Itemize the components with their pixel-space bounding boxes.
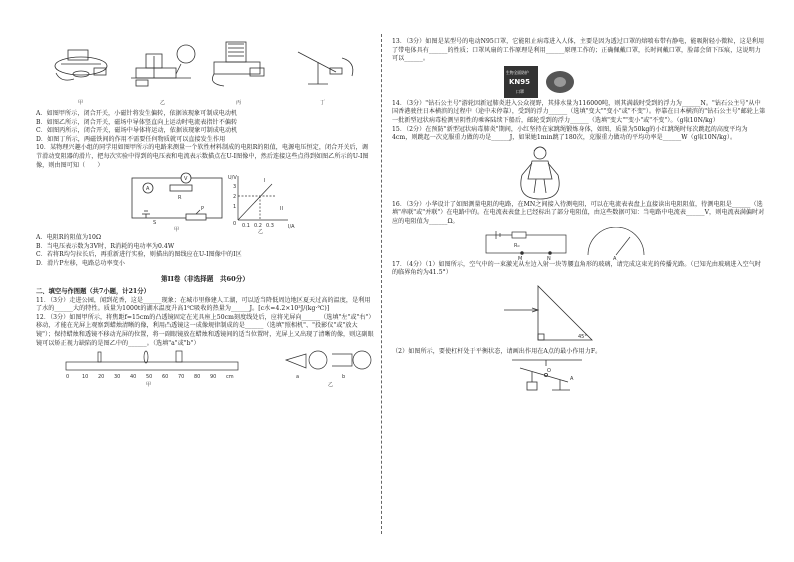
- q10-option-b: B．当电压表示数为3V时，R消耗的电功率为0.4W: [36, 242, 175, 250]
- q11-text: 11．（3分）走进公园，闻到花香，这是______现象；在城市里修建人工湖，可以适当降低周边地区夏天过高的温度，是利用了水的______大的特性。质量为1000t的湖水温度升高1℃吸收的热量为______J。[c水=4.2×10³J/(kg·℃)]: [36, 296, 371, 313]
- bench-tick: 80: [194, 374, 201, 381]
- optical-bench-and-eyes: [36, 348, 374, 388]
- r0-label: R₀: [514, 242, 520, 249]
- mask-figure: [392, 64, 766, 100]
- bench-tick: cm: [226, 374, 234, 381]
- slider-label: P: [201, 206, 205, 213]
- fig-label-a: 甲: [78, 100, 84, 106]
- q16-block: [392, 201, 766, 227]
- q14-q15-block: [392, 100, 766, 143]
- fill-questions: [36, 297, 374, 349]
- lever-diagram: [392, 356, 766, 400]
- q17a-block: [392, 261, 766, 278]
- eye-a-label: a: [296, 374, 300, 381]
- q17b-block: [392, 348, 766, 357]
- q9-figures: [36, 28, 374, 110]
- column-divider: [381, 34, 382, 534]
- q9-option-b: B．如图乙所示，闭合开关，磁场中导体竖直向上运动时电流表指针不偏转: [36, 118, 238, 126]
- q16-text: 16．（3分）小华设计了如图测量电阻的电路，在MN之间接入待测电阻，可以在电流表表盘上直接读出电阻阻值，待测电阻是______（选填"串联"或"并联"）在电路中的。在电流表表盘上已经标出了部分电阻值，由这些数据可知：当电路中电流表______V，则电流表满偏时对应的电阻值为______Ω。: [392, 200, 765, 225]
- fig-label-c: 丙: [236, 100, 242, 106]
- graph-y-axis-label: U/V: [228, 175, 237, 182]
- q9-option-d: D．如图丁所示，两磁铁间的作用不需要任何物质就可以直接发生作用: [36, 135, 226, 143]
- mask-box-text: 生物全面防护: [506, 69, 529, 75]
- terminal-m-label: M: [518, 255, 523, 261]
- left-column: [36, 28, 374, 388]
- q10-option-d: D．滑片P左移，电路总功率变小: [36, 259, 125, 267]
- q15-text: 15．（2分）在预防"新型冠状病毒肺炎"期间，小红坚持在家跳绳锻炼身体，如图，质量为50kg的小红跳绳时每次跳起的高度平均为4cm，则跳起一次克服重力做的功是______J，如果她1min跳了180次，克服重力做功的平均功率是______W（g取10N/kg）。: [392, 125, 748, 142]
- jump-rope-figure: [392, 143, 766, 201]
- prism-figure: [392, 278, 766, 348]
- q12-figures: [36, 348, 374, 388]
- ammeter-label: A: [146, 186, 150, 193]
- q10-figures: [36, 170, 374, 234]
- section-title: 第II卷（非选择题 共60分）: [161, 274, 249, 283]
- eye-b-label: b: [342, 374, 346, 381]
- point-a-label: A: [570, 376, 574, 383]
- bench-tick: 60: [162, 374, 169, 381]
- bench-scale: [66, 374, 234, 380]
- q13-block: [392, 38, 766, 64]
- bench-tick: 40: [130, 374, 137, 381]
- mask-box-brand: KN95: [509, 77, 531, 86]
- bench-tick: 30: [114, 374, 121, 381]
- q17b-text: （2）如图所示，要使杠杆处于平衡状态，请画出作用在A点的最小作用力F。: [392, 347, 602, 355]
- switch-label: S: [153, 220, 157, 227]
- bench-tick: 90: [210, 374, 217, 381]
- bench-tick: 10: [82, 374, 89, 381]
- circuit-caption: 甲: [174, 227, 180, 234]
- y-tick-3: 3: [233, 184, 237, 191]
- q12-text: 12．（3分）如图甲所示，将焦距f=15cm的凸透镜固定在光具座上50cm刻度线处后，应将光屏向______（选填"左"或"右"）移动，才能在光屏上观察到蜡烛清晰的像，利用凸透镜这一成像规律制成的是______（选填"照相机"、"投影仪"或"放大镜"）；保持蜡烛和透镜不移动光屏的位置，将一副眼镜放在蜡烛和透镜间的适当位置时，光屏上又出现了清晰的像，则这副眼镜可以矫正视力缺陷的是图乙中的______。（选填"a"或"b"）: [36, 313, 374, 347]
- n95-mask-image: [392, 64, 766, 100]
- y-tick-0: 0: [233, 221, 237, 228]
- graph-region-I: I: [264, 178, 266, 185]
- q9-option-c: C．如图丙所示，闭合开关，磁场中导体将运动，依据该现象可制成电动机: [36, 127, 238, 135]
- resistor-label: R: [178, 195, 182, 202]
- fig-label-d: 丁: [320, 100, 326, 106]
- q17a-text: 17．（4分）（1）如图所示，空气中的一束激光从左边入射一块等腰直角形的玻璃，请完成这束光的传播光路。（已知光由玻璃进入空气时的临界角约为41.5°）: [392, 260, 762, 277]
- y-tick-2: 2: [233, 194, 237, 201]
- bench-tick: 50: [146, 374, 153, 381]
- fig-label-b: 乙: [160, 100, 166, 106]
- mask-box-subtitle: 口罩: [516, 88, 524, 94]
- q9-apparatus-drawings: [36, 28, 374, 110]
- right-column: [392, 38, 766, 400]
- q9-options: [36, 110, 374, 170]
- right-angle-prism: [392, 278, 766, 348]
- prism-angle-label: 45°: [578, 333, 587, 340]
- q13-text: 13．（3分）如图是某型号的电动N95口罩，它能阻止病毒进入人体，主要是因为透过口罩的熔喷布带有静电，能吸附轻小微粒，这是利用了带电体具有______的性质；口罩风扇的工作原理是利用______原理工作的；正确佩戴口罩，长时间戴口罩，脸部会留下压痕，这说明力可以______。: [392, 38, 765, 63]
- eyes-caption: 乙: [328, 382, 334, 389]
- q9-option-a: A．如图甲所示，闭合开关，小磁针将发生偏转，依据该现象可制成电动机: [36, 110, 238, 117]
- q10-option-c: C．若将R均匀拉长后，再重新进行实验，则描出的图线应在U-I图像中的I区: [36, 251, 242, 259]
- x-tick-01: 0.1: [242, 223, 250, 230]
- bench-caption: 甲: [146, 382, 152, 389]
- part-two-title: 二、填空与作图题（共7小题，计21分）: [36, 287, 150, 295]
- ohmmeter-circuit: [392, 227, 766, 261]
- jump-rope-girl-image: [392, 143, 766, 201]
- meter-a-label: A: [613, 255, 617, 261]
- bench-tick: 20: [98, 374, 105, 381]
- q10-options: [36, 234, 374, 268]
- ohmmeter-figure: [392, 227, 766, 261]
- q14-text: 14．（3分）"钻石公主号"游轮因新冠肺炎进入公众视野，其排水量为116000吨，则其满载时受到的浮力为______N。"钻石公主号"从中国香港驶往日本横滨的过程中（途中未停靠），受到的浮力______（选填"变大""变小"或"不变"）。停靠在日本横滨的"钻石公主号"邮轮上第一批新型冠状病毒检测呈阴性的乘客陆续下船后，邮轮受到的浮力______（选填"变大""变小"或"不变"）。（g取10N/kg）: [392, 99, 766, 124]
- y-tick-1: 1: [233, 204, 237, 211]
- x-tick-02: 0.2: [254, 223, 262, 230]
- graph-region-II: II: [280, 206, 283, 213]
- bench-tick: 0: [66, 374, 70, 381]
- pivot-label: O: [547, 368, 551, 375]
- voltmeter-label: V: [184, 176, 188, 183]
- q10-stem: 10．某物理兴趣小组的同学用如图甲所示的电路来测量一个软性材料制成的电阻R的阻值，电源电压恒定，闭合开关后，调节滑动变阻器的滑片，把每次实验中得到的电压表和电流表示数描点在U-I图像中，然后连接这些点得到如图乙所示的U-I图像，则由图可知（ ）: [36, 144, 369, 169]
- lever-figure: [392, 356, 766, 400]
- graph-x-axis-label: I/A: [288, 224, 295, 231]
- q10-option-a: A．电阻R的阻值为10Ω: [36, 234, 102, 242]
- graph-caption: 乙: [258, 229, 264, 235]
- x-tick-03: 0.3: [266, 223, 274, 230]
- q10-circuit-and-graph: [36, 170, 374, 234]
- terminal-n-label: N: [547, 255, 551, 261]
- bench-tick: 70: [178, 374, 185, 381]
